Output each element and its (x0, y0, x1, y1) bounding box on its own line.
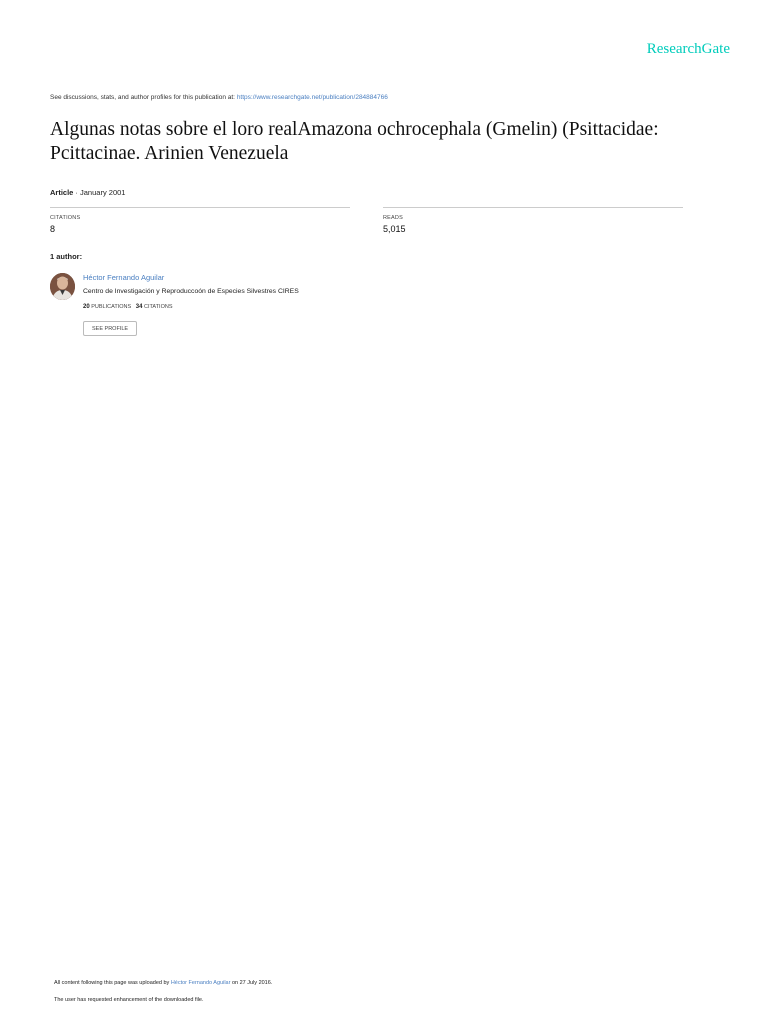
see-profile-button[interactable]: SEE PROFILE (83, 321, 137, 336)
author-publications-count: 20 (83, 304, 90, 310)
publication-title: Algunas notas sobre el loro realAmazona ochrocephala (Gmelin) (Psittacidae: Pcittacinae. Arinien Venezuela (50, 119, 659, 164)
citations-value: 8 (50, 224, 56, 234)
citations-label: CITATIONS (50, 215, 81, 221)
publication-type: Article (50, 188, 74, 197)
meta-separator: · (73, 188, 81, 197)
publication-date: January 2001 (80, 188, 126, 197)
reads-value: 5,015 (383, 224, 406, 234)
authors-heading: 1 author: (50, 252, 83, 261)
footer-request-note: The user has requested enhancement of the downloaded file. (54, 997, 204, 1003)
researchgate-logo[interactable]: ResearchGate (646, 41, 730, 57)
author-publications-label: PUBLICATIONS (91, 304, 132, 310)
author-avatar[interactable] (50, 273, 75, 300)
publication-meta (50, 188, 125, 197)
author-name-link[interactable]: Héctor Fernando Aguilar (83, 273, 165, 282)
footer-upload-prefix: All content following this page was uploaded by (54, 980, 170, 986)
footer-uploader-link[interactable]: Héctor Fernando Aguilar (170, 980, 231, 986)
source-line (50, 94, 388, 101)
reads-stat (383, 207, 683, 234)
footer-upload-note (54, 980, 272, 986)
author-photo-icon (50, 273, 75, 300)
author-citations-count: 34 (135, 304, 143, 310)
author-citations-label: CITATIONS (143, 304, 173, 310)
author-stats (83, 304, 173, 310)
footer-upload-suffix: on 27 July 2016. (231, 980, 273, 986)
author-institution: Centro de Investigación y Reproduccoón de Especies Silvestres CIRES (83, 288, 299, 295)
publication-link[interactable]: https://www.researchgate.net/publication/284884766 (236, 94, 388, 101)
reads-label: READS (383, 215, 403, 221)
source-prefix: See discussions, stats, and author profiles for this publication at: (50, 94, 235, 101)
citations-stat (50, 207, 350, 234)
